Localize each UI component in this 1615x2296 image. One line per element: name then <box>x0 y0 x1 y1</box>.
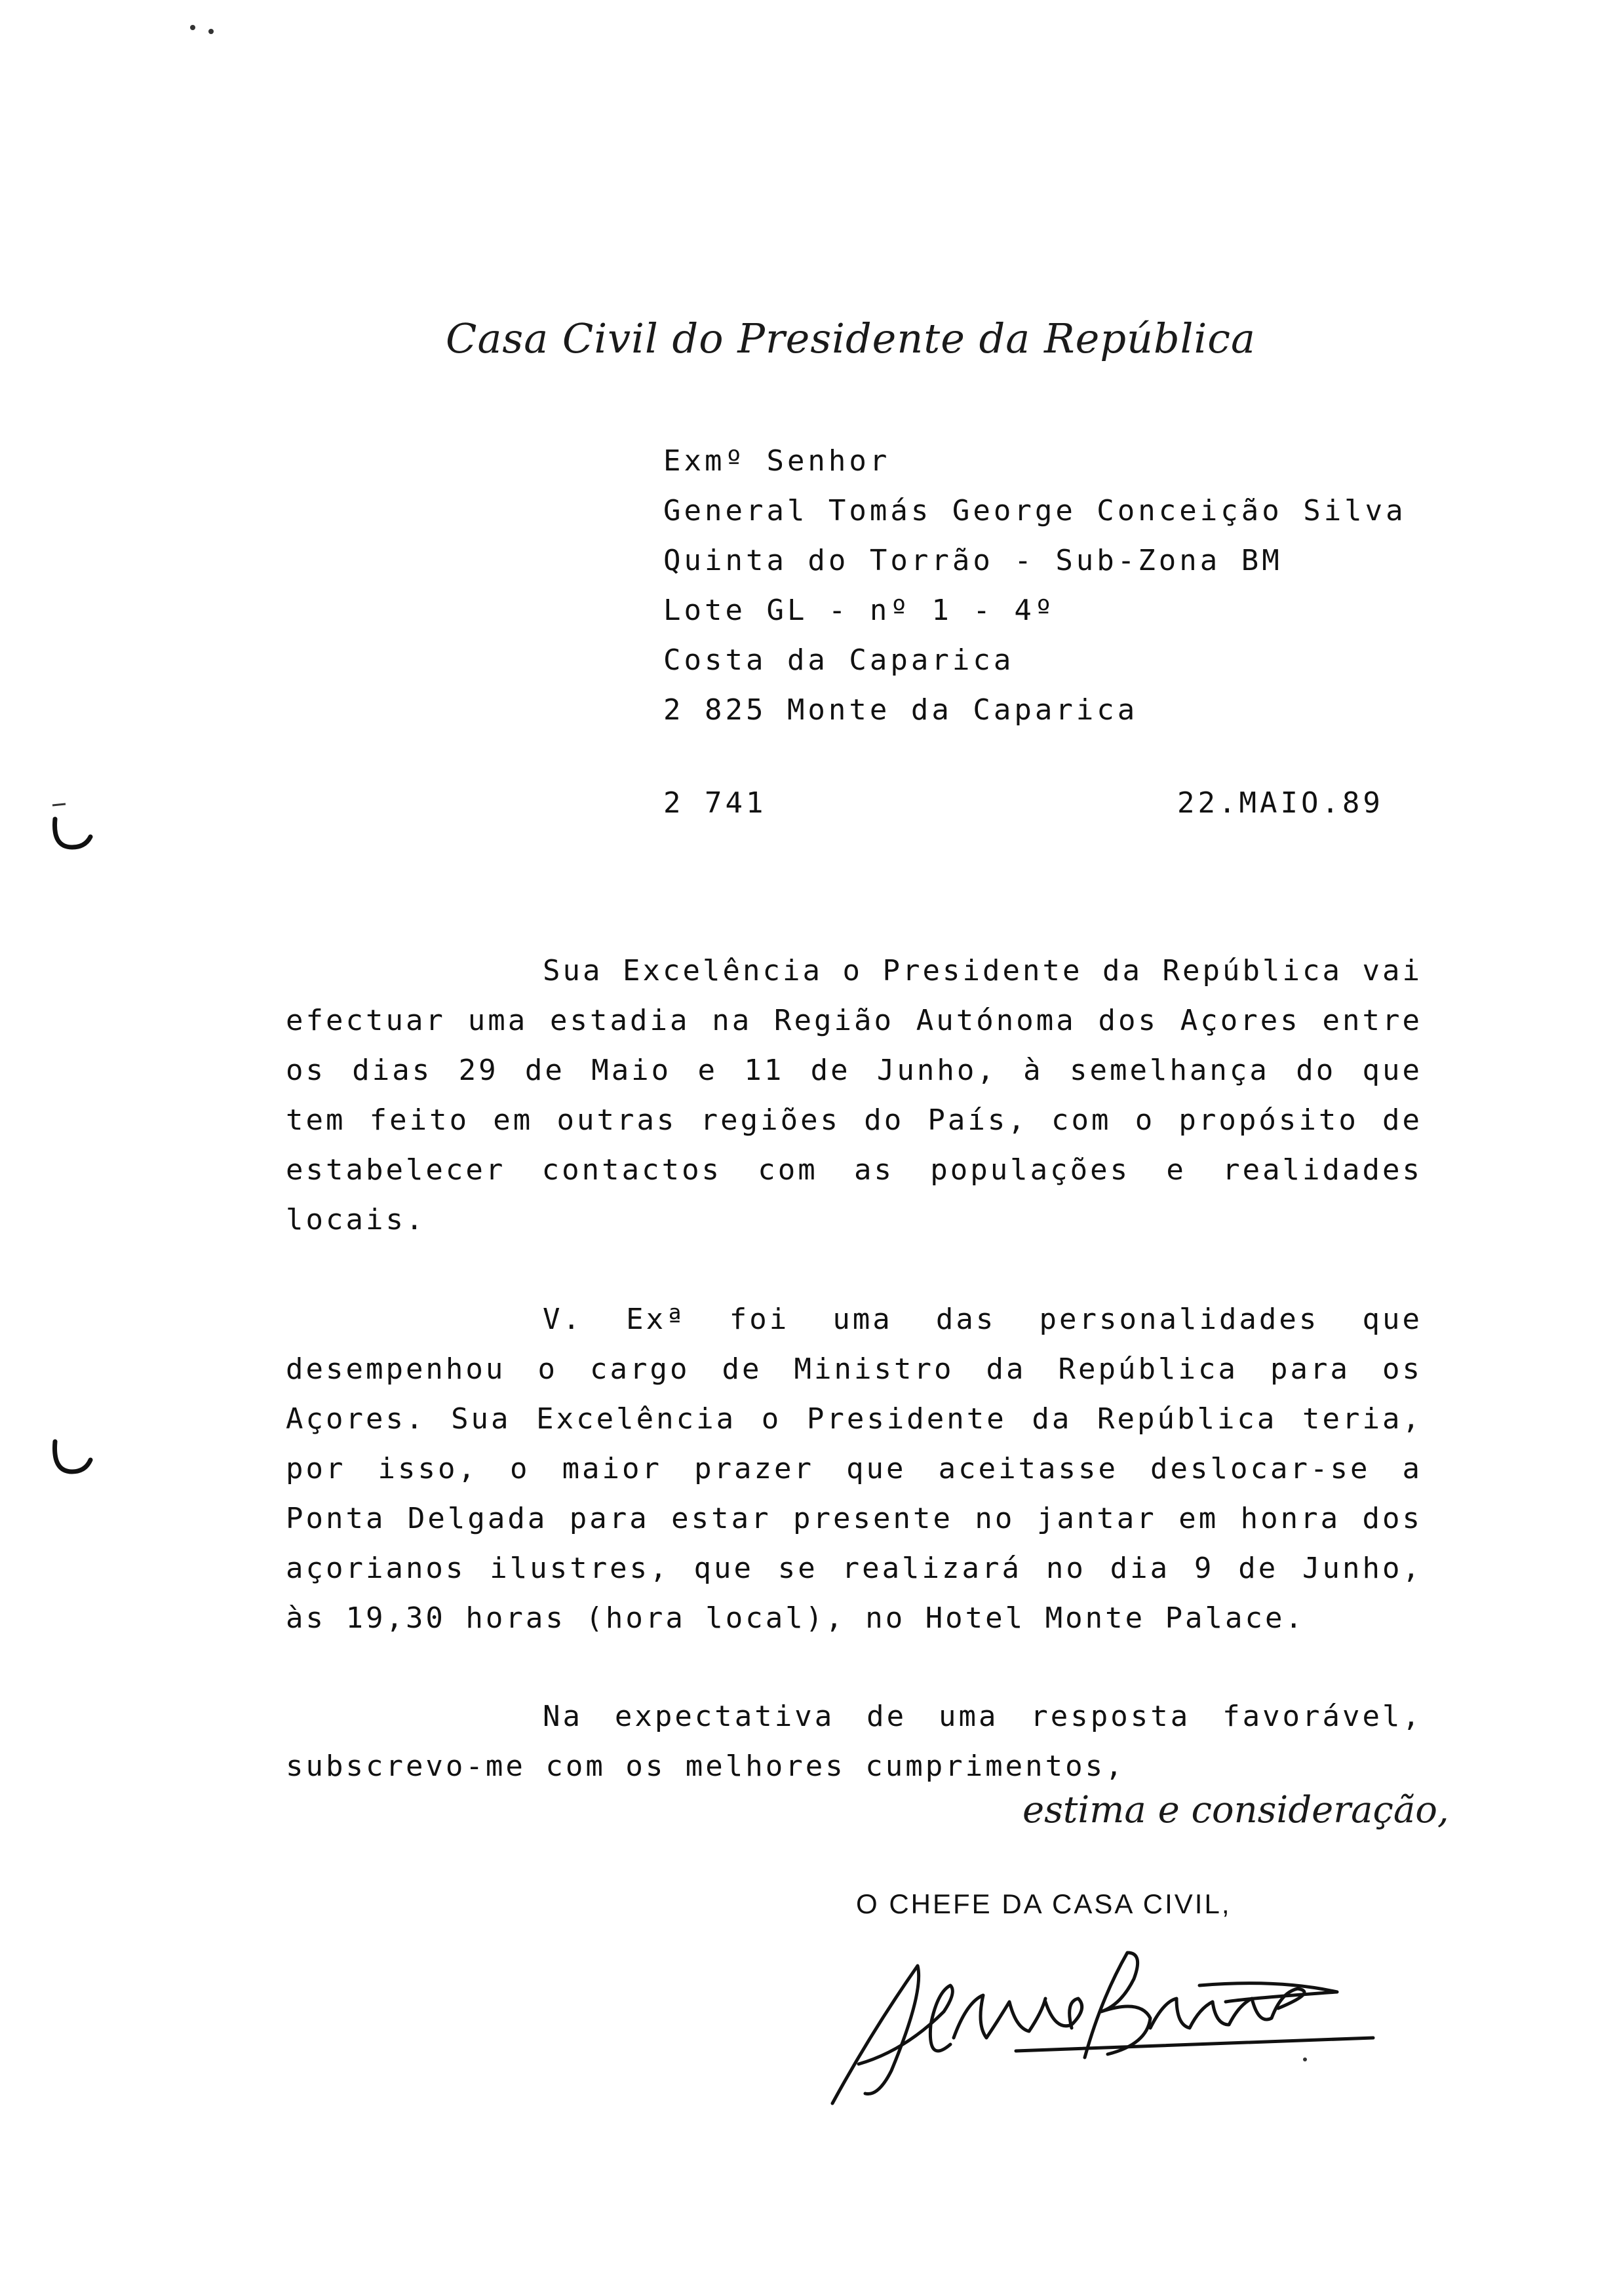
recipient-address-line: Quinta do Torrão - Sub-Zona BM <box>663 544 1283 577</box>
signature-image <box>819 1940 1396 2110</box>
recipient-postal-line: 2 825 Monte da Caparica <box>663 693 1138 727</box>
letterhead: Casa Civil do Presidente da República <box>446 315 1256 362</box>
body-paragraph <box>286 946 1422 1245</box>
body-paragraph <box>286 1692 1422 1791</box>
binder-hole-mark-bottom <box>46 1422 98 1487</box>
paragraph-text: Na expectativa de uma resposta favorável, subscrevo-me com os melhores cumprimentos, <box>286 1700 1422 1783</box>
paragraph-text: V. Exª foi uma das personalidades que desempenhou o cargo de Ministro da República para os Açores. Sua Excelência o Presidente da República teria, por isso, o maior prazer que aceitasse deslocar-se a Ponta Delgada para estar presente no jantar em honra dos açorianos ilustres, que se realizará no dia 9 de Junho, às 19,30 horas (hora local), no Hotel Monte Palace. <box>286 1303 1422 1635</box>
scan-speck <box>208 29 214 34</box>
signatory-title: O CHEFE DA CASA CIVIL, <box>856 1888 1232 1919</box>
recipient-address-line: Lote GL - nº 1 - 4º <box>663 594 1056 627</box>
scan-speck <box>1303 2057 1307 2061</box>
paragraph-text: Sua Excelência o Presidente da República vai efectuar uma estadia na Região Autónoma dos Açores entre os dias 29 de Maio e 11 de Junho, à semelhança do que tem feito em outras regiões do País, com o propósito de estabelecer contactos com as populações e realidades locais. <box>286 954 1422 1236</box>
reference-number: 2 741 <box>663 786 767 820</box>
scan-speck <box>190 25 195 30</box>
recipient-address-line: Costa da Caparica <box>663 643 1015 677</box>
recipient-name: General Tomás George Conceição Silva <box>663 494 1407 527</box>
letter-date: 22.MAIO.89 <box>1177 786 1384 820</box>
binder-hole-mark-top <box>46 796 98 862</box>
body-paragraph <box>286 1295 1422 1643</box>
recipient-salutation: Exmº Senhor <box>663 444 891 478</box>
handwritten-closing: estima e consideração, <box>1022 1789 1449 1831</box>
